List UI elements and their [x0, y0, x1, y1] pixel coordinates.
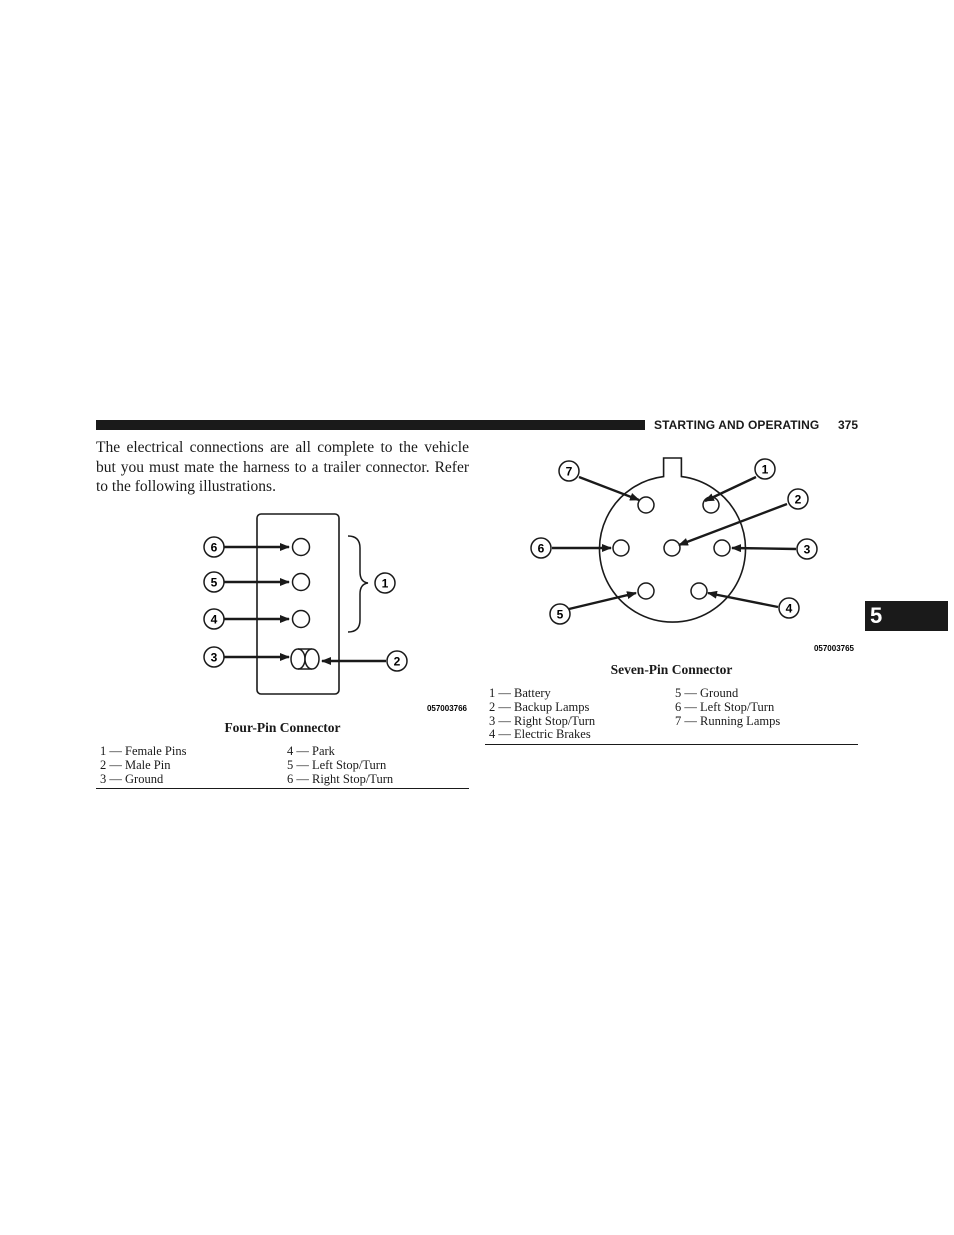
legend-item: 5 — Ground	[675, 686, 739, 700]
callout-5	[204, 572, 224, 592]
seven-pin-divider	[485, 744, 858, 745]
header-bar	[96, 420, 645, 430]
svg-text:2: 2	[794, 492, 802, 507]
male-pin	[291, 649, 319, 669]
four-pin-divider	[96, 788, 469, 789]
chapter-tab: 5	[865, 601, 948, 631]
legend-item: 3 — Ground	[100, 772, 164, 786]
pin-2	[664, 540, 680, 556]
callout-3	[204, 647, 224, 667]
intro-paragraph: The electrical connections are all complete to the vehicle but you must mate the harness to a trailer connector. Refer to the following illustrations.	[96, 439, 469, 495]
callout-1	[755, 459, 775, 479]
legend-item: 2 — Backup Lamps	[489, 700, 590, 714]
callout-2	[387, 651, 407, 671]
seven-pin-legend	[489, 686, 858, 742]
legend-item: 6 — Left Stop/Turn	[675, 700, 775, 714]
svg-text:4: 4	[785, 601, 793, 616]
pin-4	[293, 611, 310, 628]
figure-id: 057003765	[813, 644, 854, 653]
pin-5	[293, 574, 310, 591]
pin-5	[638, 583, 654, 599]
four-pin-caption: Four-Pin Connector	[224, 720, 341, 735]
svg-text:4: 4	[210, 612, 218, 627]
pin-3	[714, 540, 730, 556]
brace	[348, 536, 368, 632]
callout-5	[550, 604, 570, 624]
callout-6	[531, 538, 551, 558]
svg-text:7: 7	[565, 464, 573, 479]
legend-item: 7 — Running Lamps	[675, 714, 781, 728]
legend-item: 4 — Electric Brakes	[489, 727, 591, 741]
svg-text:3: 3	[210, 650, 218, 665]
legend-item: 4 — Park	[287, 744, 335, 758]
svg-text:3: 3	[803, 542, 811, 557]
legend-item: 3 — Right Stop/Turn	[489, 714, 596, 728]
section-title: STARTING AND OPERATING	[654, 418, 820, 432]
svg-text:6: 6	[210, 540, 218, 555]
legend-item: 2 — Male Pin	[100, 758, 171, 772]
svg-text:1: 1	[761, 462, 769, 477]
svg-text:1: 1	[381, 576, 389, 591]
svg-text:5: 5	[210, 575, 218, 590]
callout-6	[204, 537, 224, 557]
pin-4	[691, 583, 707, 599]
svg-text:5: 5	[556, 607, 564, 622]
legend-item: 1 — Female Pins	[100, 744, 187, 758]
pin-6	[613, 540, 629, 556]
pin-7	[638, 497, 654, 513]
callout-1	[375, 573, 395, 593]
four-pin-diagram	[196, 510, 476, 713]
callout-3	[797, 539, 817, 559]
callout-4	[204, 609, 224, 629]
legend-item: 5 — Left Stop/Turn	[287, 758, 387, 772]
page-number: 375	[838, 418, 859, 432]
legend-item: 1 — Battery	[489, 686, 551, 700]
callout-7	[559, 461, 579, 481]
seven-pin-diagram	[525, 455, 865, 655]
legend-item: 6 — Right Stop/Turn	[287, 772, 394, 786]
svg-text:2: 2	[393, 654, 401, 669]
callout-2	[788, 489, 808, 509]
four-pin-legend	[100, 744, 469, 788]
callout-4	[779, 598, 799, 618]
seven-pin-caption: Seven-Pin Connector	[610, 662, 733, 677]
figure-id: 057003766	[426, 704, 467, 713]
pin-6	[293, 539, 310, 556]
svg-text:6: 6	[537, 541, 545, 556]
